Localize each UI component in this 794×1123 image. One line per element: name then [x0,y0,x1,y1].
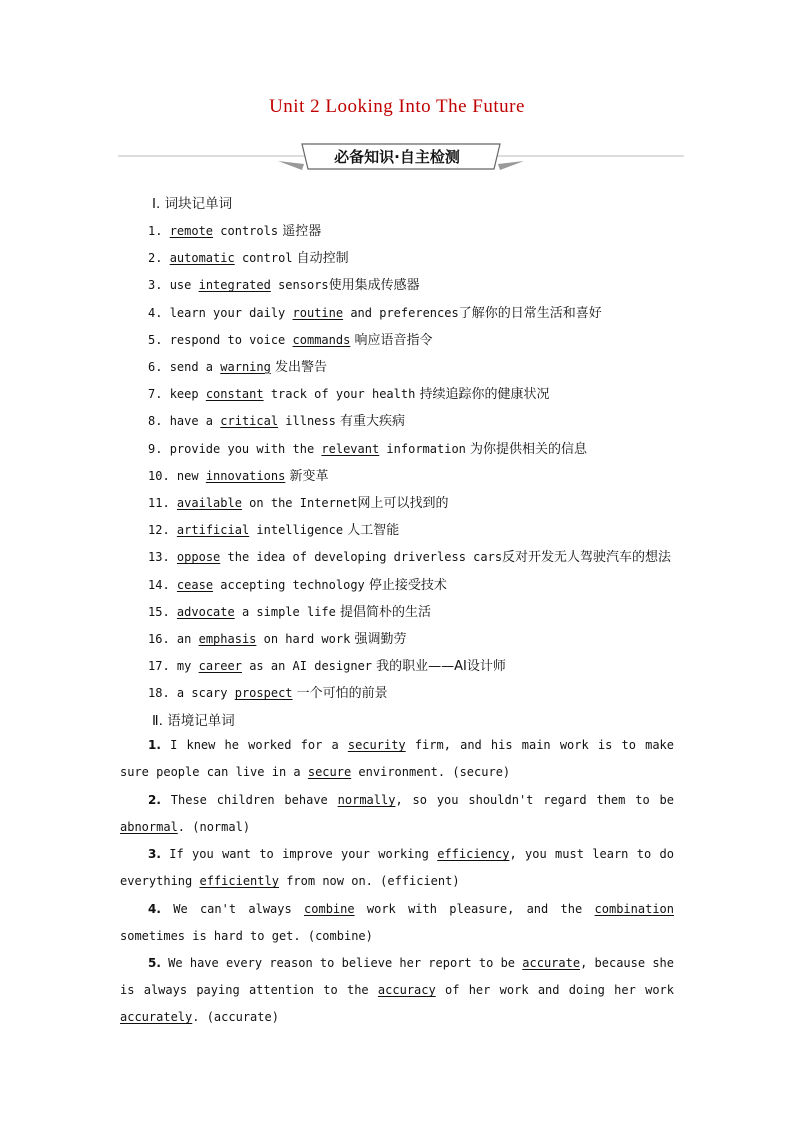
vocab-number: 9. [148,441,163,456]
vocab-item [148,383,549,402]
vocab-answer-word: innovations [205,468,286,483]
vocab-text: track of your health [263,387,416,402]
answer-word: secure [307,765,352,779]
vocab-item [148,274,420,293]
answer-word: combination [594,902,674,916]
vocab-item [148,220,321,239]
vocab-answer-word: cease [176,577,214,592]
vocab-text: a simple life [234,604,336,619]
vocab-item [148,574,447,593]
vocab-text: have a [169,414,221,429]
vocab-text: and preferences [343,305,459,320]
context-item-5: 5. We have every reason to believe her report to be accurate, because she is always paying attention to the accuracy of her work and doing her work accurately. (accurate) [120,956,675,1024]
vocab-item [148,519,399,538]
context-item-2: 2. These children behave normally, so you shouldn't regard them to be abnormal. (normal) [120,793,674,834]
answer-word: accuracy [377,983,436,997]
vocab-answer-word: warning [220,360,271,374]
vocab-number: 8. [148,414,163,429]
vocab-number: 13. [148,550,170,565]
vocab-answer-word: career [198,659,242,674]
answer-word: abnormal [120,820,178,834]
vocab-answer-word: remote [169,224,214,238]
context-item-4: 4. We can't always combine work with pleasure, and the combination sometimes is hard to get. (combine) [120,902,674,943]
vocab-translation: 网上可以找到的 [357,496,449,511]
vocab-text: learn your daily [169,305,293,320]
vocab-translation: 反对开发无人驾驶汽车的想法 [502,550,672,566]
vocab-answer-word: constant [205,387,264,402]
vocab-number: 18. [148,686,170,701]
vocab-item [148,302,602,321]
vocab-translation: 自动控制 [292,251,349,267]
vocab-translation: 为你提供相关的信息 [465,441,588,457]
vocab-answer-word: prospect [234,686,293,701]
answer-word: accurately [120,1010,193,1024]
vocab-answer-word: advocate [176,604,235,619]
vocab-text: illness [278,414,336,429]
vocab-text: information [379,441,466,456]
vocab-text: the idea of developing driverless cars [220,550,503,565]
vocab-translation: 停止接受技术 [364,577,447,593]
vocab-text: as an AI designer [241,659,373,674]
vocab-number: 14. [148,577,170,592]
vocab-item [148,356,327,375]
vocab-translation: 我的职业——AI设计师 [372,659,506,675]
vocab-translation: 发出警告 [270,360,327,375]
vocab-text: send a [169,360,221,374]
vocab-text: controls [213,224,279,238]
vocab-number: 16. [148,632,170,646]
section1-heading: Ⅰ. 词块记单词 [152,196,233,212]
vocab-answer-word: relevant [321,441,380,456]
vocab-answer-word: emphasis [198,632,257,646]
vocab-translation: 人工智能 [343,523,400,539]
vocab-item [148,329,432,348]
section-banner-label: 必备知识·自主检测 [334,148,460,166]
vocab-text: keep [169,387,206,402]
vocab-number: 10. [148,468,170,483]
vocab-text: on hard work [256,632,351,646]
context-item-3: 3. If you want to improve your working efficiency, you must learn to do everything efficiently from now on. (efficient) [120,847,674,888]
vocab-answer-word: critical [220,414,279,429]
vocab-text: use [169,278,199,293]
vocab-item [148,492,449,511]
vocab-text: on the Internet [241,496,358,510]
vocab-number: 1. [148,224,163,238]
vocab-item [148,438,587,457]
vocab-translation: 强调勤劳 [350,632,407,647]
vocab-answer-word: integrated [198,278,271,293]
vocab-text: intelligence [249,523,344,538]
vocab-translation: 提倡简朴的生活 [335,604,432,620]
vocab-answer-word: routine [292,305,344,320]
answer-word: accurate [522,956,581,970]
vocab-number: 7. [148,387,163,402]
vocab-item [148,682,388,701]
vocab-item [148,410,405,429]
vocab-item [148,546,671,565]
vocab-text: control [234,251,293,266]
vocab-translation: 响应语音指令 [350,332,433,348]
vocab-answer-word: available [176,496,242,510]
vocab-answer-word: automatic [169,251,235,266]
vocab-text: sensors [270,278,329,293]
vocab-item [148,628,406,647]
answer-word: efficiently [199,874,279,888]
vocab-number: 2. [148,251,163,266]
vocab-text: respond to voice [169,332,293,347]
answer-word: security [347,738,406,752]
vocab-text: a scary [176,686,235,701]
vocab-answer-word: oppose [176,550,221,565]
vocab-text: new [176,468,206,483]
vocab-translation: 持续追踪你的健康状况 [415,387,550,403]
context-item-1: 1. I knew he worked for a security firm, and his main work is to make sure people can live in a secure environment. (secure) [120,738,674,779]
vocab-text: an [176,632,199,646]
vocab-answer-word: artificial [176,523,250,538]
vocab-item [148,655,506,674]
vocab-number: 3. [148,278,163,293]
vocab-number: 11. [148,496,170,510]
answer-word: combine [304,902,355,916]
vocab-item [148,247,349,266]
vocab-number: 6. [148,360,163,374]
vocab-item [148,601,431,620]
vocab-text: my [176,659,199,674]
section2-heading: Ⅱ. 语境记单词 [152,713,235,729]
page-title: Unit 2 Looking Into The Future [269,96,525,117]
vocab-translation: 遥控器 [278,224,322,239]
vocab-translation: 了解你的日常生活和喜好 [458,305,602,321]
vocab-translation: 一个可怕的前景 [292,686,388,702]
vocab-number: 17. [148,659,170,674]
vocab-translation: 新变革 [285,468,329,484]
vocab-text: provide you with the [169,441,322,456]
vocab-translation: 有重大疾病 [335,414,405,430]
vocab-number: 5. [148,332,163,347]
answer-word: normally [337,793,396,807]
vocab-answer-word: commands [292,332,351,347]
vocab-number: 4. [148,305,163,320]
vocab-translation: 使用集成传感器 [328,278,420,294]
answer-word: efficiency [437,847,510,861]
vocab-item [148,465,328,484]
vocab-number: 12. [148,523,170,538]
vocab-text: accepting technology [213,577,365,592]
vocab-number: 15. [148,604,170,619]
